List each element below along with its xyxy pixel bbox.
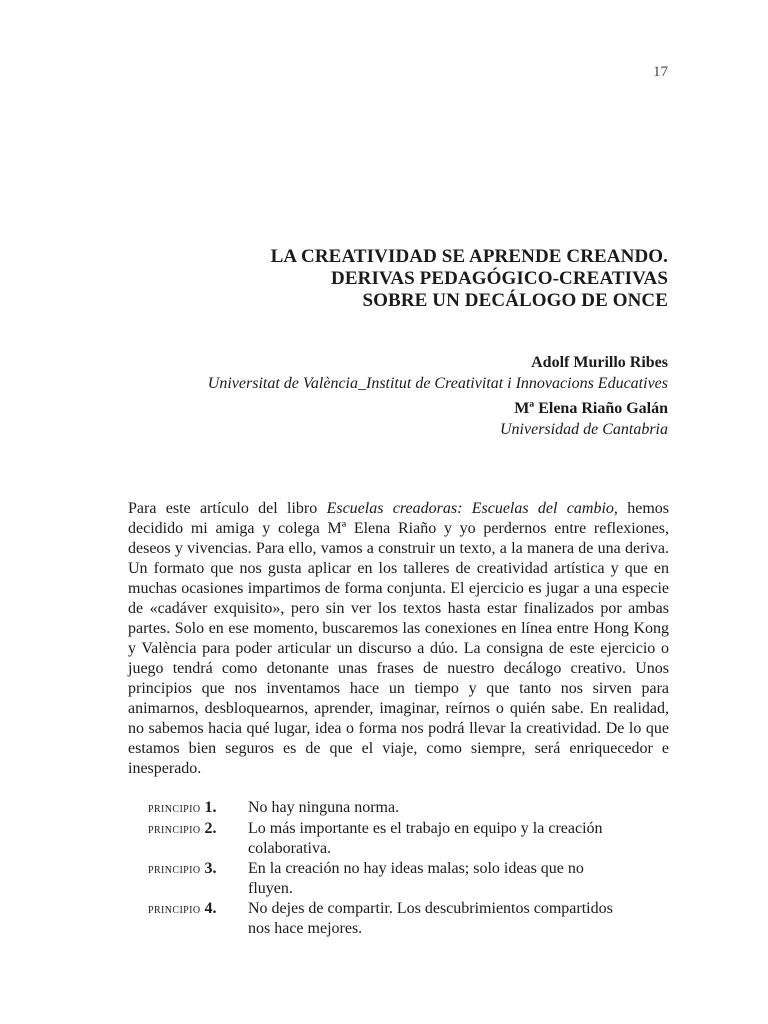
author-name: Mª Elena Riaño Galán bbox=[514, 400, 668, 417]
principle-word: principio bbox=[148, 801, 201, 816]
principle-number: 4. bbox=[204, 900, 217, 917]
principle-label bbox=[148, 819, 248, 840]
authors-block bbox=[108, 352, 668, 440]
author-affiliation: Universidad de Cantabria bbox=[500, 421, 668, 438]
principle-item bbox=[148, 819, 688, 859]
principle-item bbox=[148, 798, 688, 819]
page-number: 17 bbox=[653, 64, 668, 80]
principle-label bbox=[148, 859, 248, 880]
principles-list bbox=[148, 798, 688, 939]
principle-label bbox=[148, 798, 248, 819]
principle-number: 1. bbox=[204, 799, 217, 816]
principle-item bbox=[148, 859, 688, 899]
title-line-1: LA CREATIVIDAD SE APRENDE CREANDO. bbox=[270, 246, 668, 267]
principle-label bbox=[148, 899, 248, 920]
author-2 bbox=[108, 398, 668, 440]
principle-word: principio bbox=[148, 902, 201, 917]
principle-text: No hay ninguna norma. bbox=[248, 799, 400, 816]
author-1 bbox=[108, 352, 668, 394]
principle-word: principio bbox=[148, 822, 201, 837]
body-intro-before: Para este artículo del libro bbox=[128, 500, 327, 517]
body-paragraph bbox=[128, 499, 669, 779]
principle-item bbox=[148, 899, 688, 939]
principle-text: Lo más importante es el trabajo en equipo y la creación colaborativa. bbox=[248, 820, 603, 857]
body-intro-after: , hemos decidido mi amiga y colega Mª Elena Riaño y yo perdernos entre reflexiones, deseos y vivencias. Para ello, vamos a construir un texto, a la manera de una deriva. Un formato que nos gusta aplicar en los talleres de creatividad artística y que en muchas ocasiones impartimos de forma conjunta. El ejercicio es jugar a una especie de «cadáver exquisito», pero sin ver los textos hasta estar finalizados por ambas partes. Solo en ese momento, buscaremos las conexiones en línea entre Hong Kong y València para poder articular un discurso a dúo. La consigna de este ejercicio o juego tendrá como detonante unas frases de nuestro decálogo creativo. Unos principios que nos inventamos hace un tiempo y que tanto nos sirven para animarnos, desbloquearnos, aprender, imaginar, reírnos o quién sabe. En realidad, no sabemos hacia qué lugar, idea o forma nos podrá llevar la creatividad. De lo que estamos bien seguros es de que el viaje, como siempre, será enriquecedor e inesperado. bbox=[128, 500, 670, 777]
principle-number: 3. bbox=[204, 860, 217, 877]
author-name: Adolf Murillo Ribes bbox=[531, 354, 668, 371]
title-line-2: DERIVAS PEDAGÓGICO-CREATIVAS bbox=[331, 268, 668, 289]
book-title: Escuelas creadoras: Escuelas del cambio bbox=[326, 500, 614, 517]
principle-number: 2. bbox=[204, 820, 217, 837]
author-affiliation: Universitat de València_Institut de Creativitat i Innovacions Educatives bbox=[207, 375, 668, 392]
principle-text: En la creación no hay ideas malas; solo ideas que no fluyen. bbox=[248, 860, 584, 897]
article-title bbox=[108, 246, 668, 312]
principle-text: No dejes de compartir. Los descubrimientos compartidos nos hace mejores. bbox=[248, 900, 613, 937]
principle-word: principio bbox=[148, 862, 201, 877]
title-line-3: SOBRE UN DECÁLOGO DE ONCE bbox=[362, 290, 668, 311]
